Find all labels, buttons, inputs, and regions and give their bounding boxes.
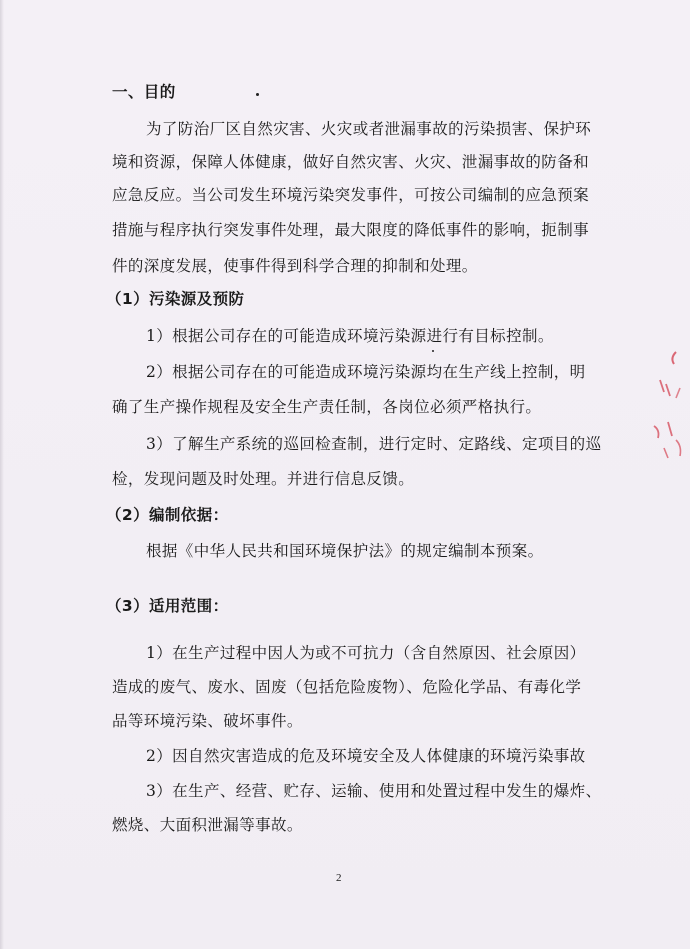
pollution-item-3-line-1: 3）了解生产系统的巡回检查制，进行定时、定路线、定项目的巡 <box>146 435 602 453</box>
pollution-item-1: 1）根据公司存在的可能造成环境污染源进行有目标控制。 <box>146 327 554 345</box>
pollution-item-2-line-1: 2）根据公司存在的可能造成环境污染源均在生产线上控制，明 <box>146 363 586 381</box>
pollution-item-3-line-2: 检，发现问题及时处理。并进行信息反馈。 <box>112 470 415 488</box>
page-number: 2 <box>336 872 342 884</box>
basis-text: 根据《中华人民共和国环境保护法》的规定编制本预案。 <box>146 542 544 560</box>
purpose-line-3: 应急反应。当公司发生环境污染突发事件，可按公司编制的应急预案 <box>112 186 590 204</box>
purpose-line-2: 境和资源，保障人体健康，做好自然灾害、火灾、泄漏事故的防备和 <box>112 153 590 171</box>
section-pollution-source-title: （1）污染源及预防 <box>106 290 245 308</box>
purpose-line-1: 为了防治厂区自然灾害、火灾或者泄漏事故的污染损害、保护环 <box>146 120 592 138</box>
scope-item-1-line-3: 品等环境污染、破坏事件。 <box>112 712 303 730</box>
ink-speck <box>256 93 259 96</box>
red-seal-fragment <box>646 340 690 480</box>
scope-item-3-line-1: 3）在生产、经营、贮存、运输、使用和处置过程中发生的爆炸、 <box>146 782 602 800</box>
purpose-line-5: 件的深度发展，使事件得到科学合理的抑制和处理。 <box>112 257 478 275</box>
scope-item-1-line-2: 造成的废气、废水、固废（包括危险废物）、危险化学品、有毒化学 <box>112 678 582 696</box>
scope-item-1-line-1: 1）在生产过程中因人为或不可抗力（含自然原因、社会原因） <box>146 644 586 662</box>
page-edge-shadow <box>0 0 4 949</box>
ink-speck <box>432 350 434 352</box>
pollution-item-2-line-2: 确了生产操作规程及安全生产责任制，各岗位必须严格执行。 <box>112 398 542 416</box>
section-basis-title: （2）编制依据： <box>106 506 229 524</box>
heading-purpose: 一、目的 <box>112 83 176 101</box>
purpose-line-4: 措施与程序执行突发事件处理，最大限度的降低事件的影响，扼制事 <box>112 221 590 239</box>
scope-item-3-line-2: 燃烧、大面积泄漏等事故。 <box>112 816 303 834</box>
section-scope-title: （3）适用范围： <box>106 597 229 615</box>
scope-item-2: 2）因自然灾害造成的危及环境安全及人体健康的环境污染事故 <box>146 747 586 765</box>
